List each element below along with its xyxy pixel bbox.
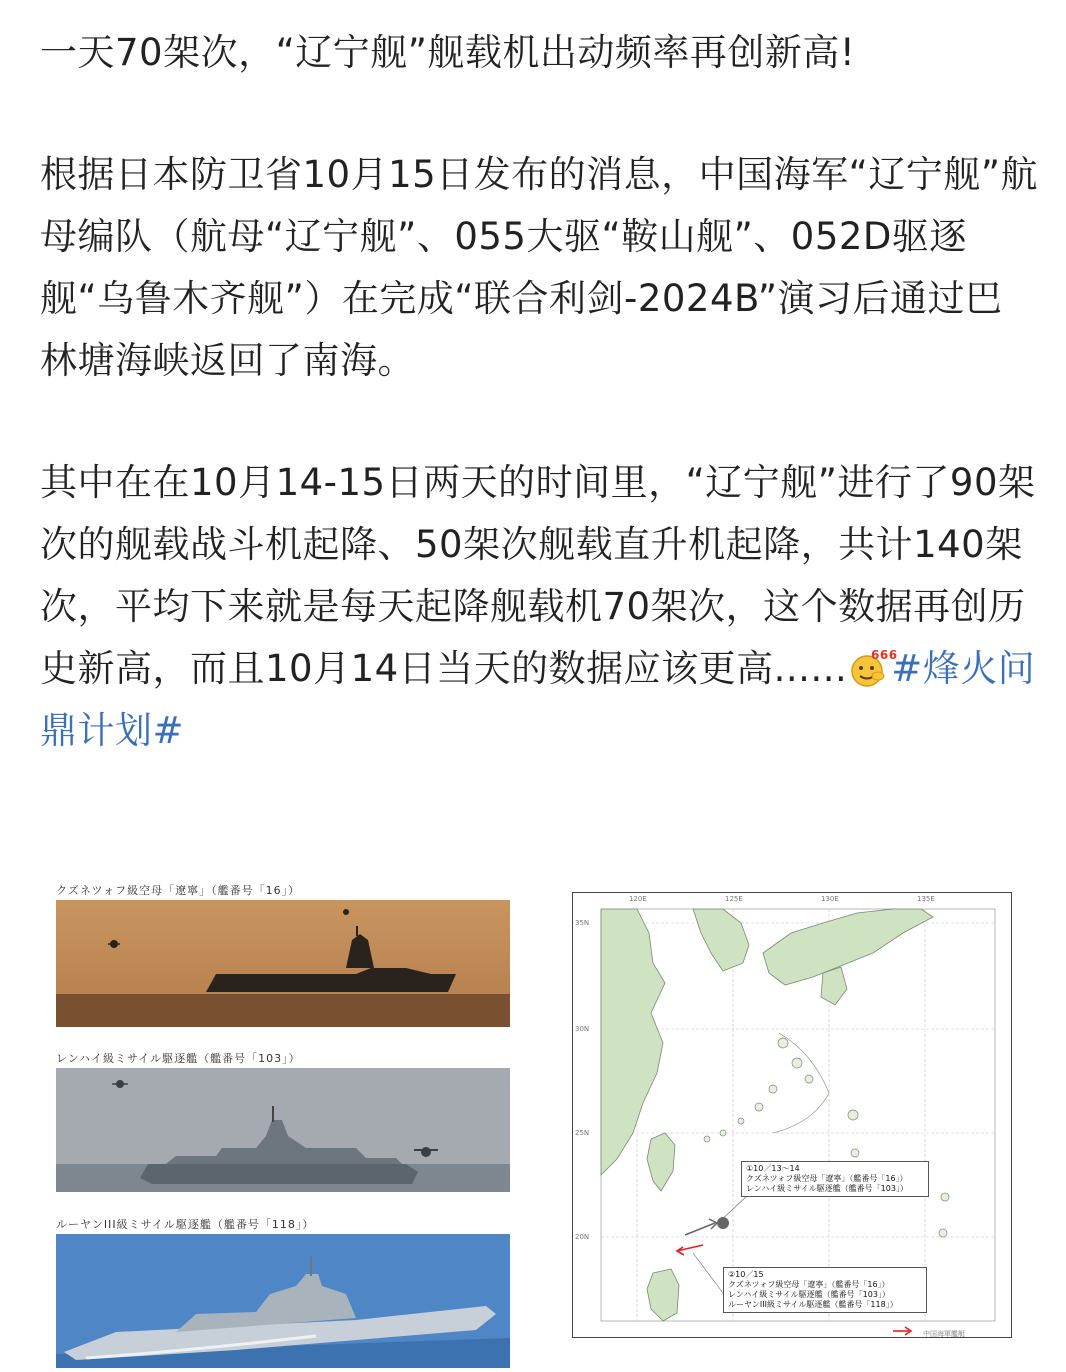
post-body <box>40 22 1040 762</box>
hashtag-link[interactable]: #烽火问鼎计划# <box>40 647 1036 752</box>
emoji-666-label: 666 <box>871 648 898 662</box>
post-title: 一天70架次，“辽宁舰”舰载机出动频率再创新高! <box>40 31 856 74</box>
photo-liaoning-carrier <box>56 900 510 1027</box>
photo-anshan-destroyer <box>56 1068 510 1192</box>
map-lat-label: 35N <box>575 919 590 927</box>
map-lat-label: 30N <box>575 1025 590 1033</box>
map-legend-2 <box>723 1267 927 1313</box>
legend-2-ship: クズネツォフ級空母「遼寧」（艦番号「16」） <box>728 1280 890 1289</box>
map-lon-label: 130E <box>821 895 839 903</box>
map-legend-1 <box>741 1161 929 1197</box>
legend-1-date: ①10／13～14 <box>746 1164 800 1173</box>
photo-caption-liaoning: クズネツォフ級空母「遼寧」（艦番号「16」） <box>56 884 301 897</box>
emoji-666-icon <box>847 644 898 684</box>
photo-urumqi-destroyer <box>56 1234 510 1368</box>
post-paragraph-1: 根据日本防卫省10月15日发布的消息，中国海军“辽宁舰”航母编队（航母“辽宁舰”、055大驱“鞍山舰”、052D驱逐舰“乌鲁木齐舰”）在完成“联合利剑-2024B”演习后通过巴林塘海峡返回了南海。 <box>40 153 1038 382</box>
photo-caption-urumqi: ルーヤンIII級ミサイル駆逐艦（艦番号「118」） <box>56 1218 315 1231</box>
legend-2-ship: ルーヤンIII級ミサイル駆逐艦（艦番号「118」） <box>728 1300 898 1309</box>
legend-1-ship: クズネツォフ級空母「遼寧」（艦番号「16」） <box>746 1174 908 1183</box>
legend-2-date: ②10／15 <box>728 1270 764 1279</box>
post-paragraph-2 <box>40 452 1040 762</box>
map-panel <box>572 892 1012 1338</box>
map-lat-label: 25N <box>575 1129 590 1137</box>
legend-2-ship: レンハイ級ミサイル駆逐艦（艦番号「103」） <box>728 1290 890 1299</box>
post-image[interactable] <box>0 860 1066 1368</box>
map-lat-label: 20N <box>575 1233 590 1241</box>
map-lon-label: 120E <box>629 895 647 903</box>
map-key-label: 中国海軍艦艇 <box>923 1330 965 1338</box>
map-lon-label: 125E <box>725 895 743 903</box>
post-paragraph-2-text: 其中在在10月14-15日两天的时间里，“辽宁舰”进行了90架次的舰载战斗机起降、50架次舰载直升机起降，共计140架次，平均下来就是每天起降舰载机70架次，这个数据再创历史新高，而且10月14日当天的数据应该更高...... <box>40 461 1036 690</box>
photo-caption-anshan: レンハイ級ミサイル駆逐艦（艦番号「103」） <box>56 1052 301 1065</box>
legend-1-ship: レンハイ級ミサイル駆逐艦（艦番号「103」） <box>746 1184 908 1193</box>
map-lon-label: 135E <box>917 895 935 903</box>
